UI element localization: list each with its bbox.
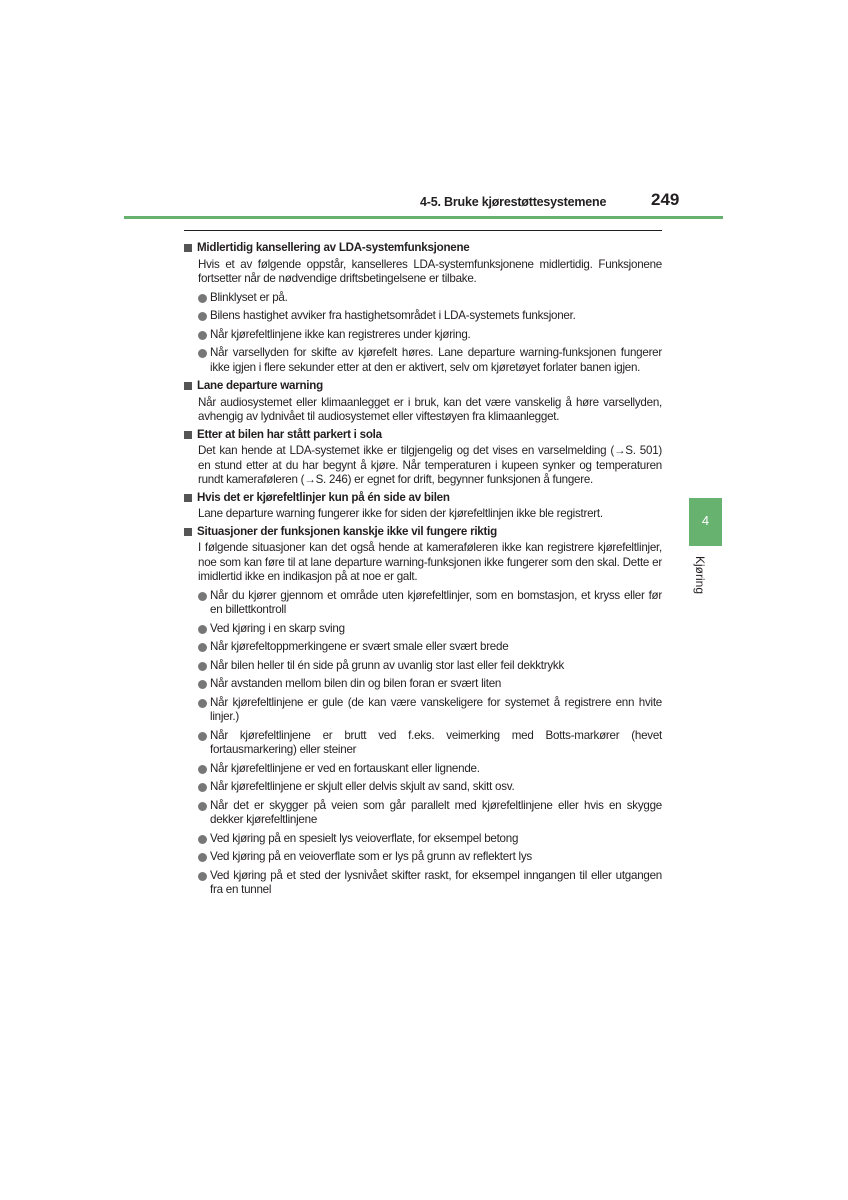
list-item — [198, 832, 662, 847]
list-item-text: Når avstanden mellom bilen din og bilen foran er svært liten — [210, 677, 502, 690]
list-item — [198, 869, 662, 898]
list-item — [198, 659, 662, 674]
section-heading — [184, 241, 662, 256]
list-item — [198, 677, 662, 692]
circle-bullet-icon — [198, 732, 207, 741]
list-item — [198, 762, 662, 777]
bullet-list — [184, 589, 662, 898]
chapter-label: Kjøring — [693, 556, 707, 595]
section-heading — [184, 379, 662, 394]
chapter-tab: 4 — [689, 498, 722, 546]
list-item — [198, 622, 662, 637]
section-heading-text: Lane departure warning — [197, 379, 323, 392]
square-bullet-icon — [184, 494, 192, 502]
list-item — [198, 589, 662, 618]
list-item — [198, 346, 662, 375]
list-item-text: Når varsellyden for skifte av kjørefelt høres. Lane departure warning-funksjonen fungerer ikke igjen i flere sekunder etter at den er aktivert, selv om kjøretøyet forlater banen igjen. — [210, 346, 662, 374]
list-item — [198, 640, 662, 655]
circle-bullet-icon — [198, 872, 207, 881]
section-heading-text: Hvis det er kjørefeltlinjer kun på én side av bilen — [197, 490, 450, 504]
section-paragraph: I følgende situasjoner kan det også hende at kameraføleren ikke kan registrere kjørefeltlinjer, noe som kan føre til at lane departure warning-funksjonen ikke fungerer som den skal. Dette er imidlertid ikke en indikasjon på at noe er galt. — [198, 541, 662, 583]
list-item-text: Når bilen heller til én side på grunn av uvanlig stor last eller feil dekktrykk — [210, 658, 565, 672]
list-item-text: Når kjørefeltlinjene er brutt ved f.eks. veimerking med Botts-markører (hevet fortausmarkering) eller steiner — [210, 728, 662, 756]
list-item — [198, 799, 662, 828]
circle-bullet-icon — [198, 765, 207, 774]
section-paragraph: Hvis et av følgende oppstår, kanselleres LDA-systemfunksjonene midlertidig. Funksjonene fortsetter når de nødvendige driftsbetingelsene er tilbake. — [198, 257, 662, 285]
circle-bullet-icon — [198, 294, 207, 303]
page-content — [184, 238, 662, 902]
circle-bullet-icon — [198, 662, 207, 671]
section-heading — [184, 525, 662, 540]
section-header-title: 4-5. Bruke kjørestøttesystemene — [420, 195, 607, 209]
list-item-text: Når kjørefeltlinjene er skjult eller delvis skjult av sand, skitt osv. — [210, 780, 515, 793]
list-item — [198, 696, 662, 725]
section-heading — [184, 491, 662, 506]
square-bullet-icon — [184, 382, 192, 390]
circle-bullet-icon — [198, 312, 207, 321]
page-number: 249 — [651, 190, 680, 209]
content-top-rule — [184, 230, 662, 231]
list-item-text: Ved kjøring i en skarp sving — [210, 621, 345, 635]
section-paragraph: Lane departure warning fungerer ikke for siden der kjørefeltlinjen ikke ble registrert. — [198, 507, 603, 520]
list-item-text: Når kjørefeltlinjene ikke kan registreres under kjøring. — [210, 327, 471, 341]
circle-bullet-icon — [198, 802, 207, 811]
circle-bullet-icon — [198, 625, 207, 634]
list-item — [198, 328, 662, 343]
list-item — [198, 309, 662, 324]
list-item — [198, 780, 662, 795]
circle-bullet-icon — [198, 699, 207, 708]
circle-bullet-icon — [198, 680, 207, 689]
circle-bullet-icon — [198, 331, 207, 340]
list-item-text: Når kjørefeltlinjene er gule (de kan være vanskeligere for systemet å registrere enn hvite linjer.) — [210, 695, 662, 723]
circle-bullet-icon — [198, 853, 207, 862]
square-bullet-icon — [184, 528, 192, 536]
list-item-text: Blinklyset er på. — [210, 290, 288, 304]
circle-bullet-icon — [198, 835, 207, 844]
section — [184, 379, 662, 425]
circle-bullet-icon — [198, 643, 207, 652]
circle-bullet-icon — [198, 349, 207, 358]
section-heading-text: Situasjoner der funksjonen kanskje ikke vil fungere riktig — [197, 524, 497, 538]
section — [184, 525, 662, 898]
circle-bullet-icon — [198, 592, 207, 601]
bullet-list — [184, 291, 662, 376]
list-item-text: Ved kjøring på en spesielt lys veioverflate, for eksempel betong — [210, 831, 519, 845]
list-item-text: Ved kjøring på en veioverflate som er lys på grunn av reflektert lys — [210, 850, 532, 863]
list-item — [198, 729, 662, 758]
section-heading-text: Etter at bilen har stått parkert i sola — [197, 427, 382, 441]
list-item-text: Når det er skygger på veien som går parallelt med kjørefeltlinjene eller hvis en skygge dekker kjørefeltlinjene — [210, 798, 662, 826]
section — [184, 428, 662, 488]
section-heading — [184, 428, 662, 443]
list-item-text: Bilens hastighet avviker fra hastighetsområdet i LDA-systemets funksjoner. — [210, 309, 576, 322]
section-paragraph: Når audiosystemet eller klimaanlegget er i bruk, kan det være vanskelig å høre varsellyden, avhengig av lydnivået til audiosystemet eller viftestøyen fra klimaanlegget. — [198, 395, 662, 423]
section — [184, 491, 662, 522]
circle-bullet-icon — [198, 783, 207, 792]
square-bullet-icon — [184, 244, 192, 252]
list-item-text: Når kjørefeltoppmerkingene er svært smale eller svært brede — [210, 640, 509, 653]
list-item — [198, 850, 662, 865]
square-bullet-icon — [184, 431, 192, 439]
section-heading-text: Midlertidig kansellering av LDA-systemfunksjonene — [197, 241, 470, 254]
section-paragraph: Det kan hende at LDA-systemet ikke er tilgjengelig og det vises en varselmelding (→S. 501) en stund etter at du har begynt å kjøre. Når temperaturen i kupeen synker og temperaturen rundt kameraføleren (→S. 246) er egnet for drift, begynner funksjonen å fungere. — [198, 444, 662, 486]
header-rule — [124, 216, 723, 219]
list-item-text: Når kjørefeltlinjene er ved en fortauskant eller lignende. — [210, 761, 480, 775]
list-item-text: Ved kjøring på et sted der lysnivået skifter raskt, for eksempel inngangen til eller utgangen fra en tunnel — [210, 868, 662, 896]
list-item — [198, 291, 662, 306]
list-item-text: Når du kjører gjennom et område uten kjørefeltlinjer, som en bomstasjon, et kryss eller før en billettkontroll — [210, 588, 662, 616]
section — [184, 241, 662, 375]
